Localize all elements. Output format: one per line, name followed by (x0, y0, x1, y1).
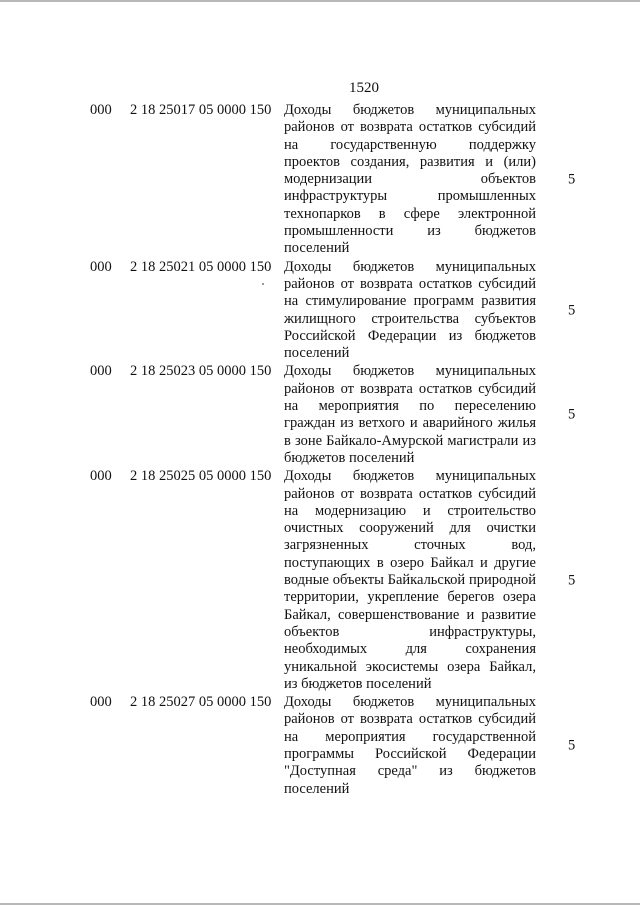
amount-value: 5 (568, 737, 576, 754)
revenue-description: Доходы бюджетов муниципальных районов от возврата остатков субсидий на государственную поддержку проектов создания, развития и (или) модернизации объектов инфраструктуры промышленных технопарков в сфере электронной промышленности из бюджетов поселений (284, 102, 536, 257)
budget-classification-code: 2 18 25025 05 0000 150 (130, 468, 272, 485)
table-row (0, 694, 640, 798)
scan-top-edge (0, 0, 640, 2)
revenue-description: Доходы бюджетов муниципальных районов от возврата остатков субсидий на стимулирование программ развития жилищного строительства субъектов Российской Федерации из бюджетов поселений (284, 258, 536, 362)
budget-classification-code: 2 18 25023 05 0000 150 (130, 363, 272, 380)
amount-value: 5 (568, 572, 576, 589)
budget-classification-code: 2 18 25017 05 0000 150 (130, 102, 272, 118)
administrator-code: 000 (90, 258, 112, 275)
amount-value: 5 (568, 171, 576, 188)
revenue-description: Доходы бюджетов муниципальных районов от возврата остатков субсидий на мероприятия по переселению граждан из ветхого и аварийного жилья в зоне Байкало-Амурской магистрали из бюджетов поселений (284, 363, 536, 466)
table-row (0, 259, 640, 363)
amount-value: 5 (568, 302, 576, 319)
administrator-code: 000 (90, 363, 112, 380)
administrator-code: 000 (90, 468, 112, 485)
page-number: 1520 (349, 80, 379, 96)
budget-code-table (0, 102, 640, 798)
administrator-code: 000 (90, 694, 112, 711)
scan-speck (262, 283, 264, 285)
budget-classification-code: 2 18 25021 05 0000 150 (130, 258, 272, 275)
amount-value: 5 (568, 406, 576, 423)
revenue-description: Доходы бюджетов муниципальных районов от возврата остатков субсидий на мероприятия государственной программы Российской Федерации "Доступная среда" из бюджетов поселений (284, 694, 536, 797)
administrator-code: 000 (90, 102, 112, 118)
table-row (0, 363, 640, 467)
table-row (0, 102, 640, 258)
table-row (0, 468, 640, 693)
revenue-description: Доходы бюджетов муниципальных районов от возврата остатков субсидий на модернизацию и строительство очистных сооружений для очистки загрязненных сточных вод, поступающих в озеро Байкал и другие водные объекты Байкальской природной территории, укрепление берегов озера Байкал, совершенствование и развитие объектов инфраструктуры, необходимых для сохранения уникальной экосистемы озера Байкал, из бюджетов поселений (284, 468, 536, 692)
budget-classification-code: 2 18 25027 05 0000 150 (130, 694, 272, 711)
